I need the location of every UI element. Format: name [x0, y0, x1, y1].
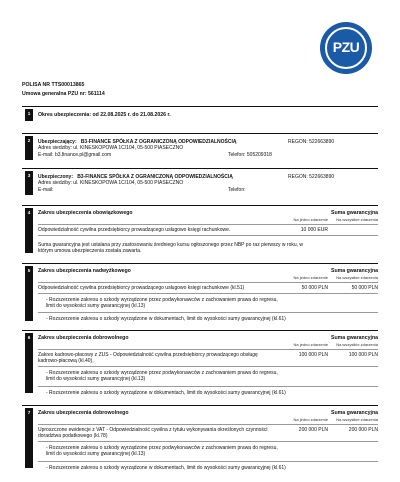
insured-address: Adres siedziby: ul. KINESKOPOWA 1C/104, 05-500 PIASECZNO [38, 180, 184, 187]
section-number: 6 [25, 333, 33, 393]
section-number: 5 [25, 266, 33, 321]
policyholder-regon: REGON: 522663890 [288, 139, 335, 145]
separator [38, 293, 378, 294]
surplus-value-1: 50 000 PLN [301, 284, 328, 291]
logo-text: PZU [332, 39, 360, 56]
insured-regon: REGON: 522663890 [288, 174, 335, 180]
policyholder-label: Ubezpieczający: [38, 139, 77, 145]
payroll-extension-61: - Rozszerzenie zakresu o szkody wyrządzone w dokumentach, limit do wysokości sumy gwarancyjnej (kl.61) [46, 389, 286, 396]
section-number: 1 [25, 109, 33, 121]
surplus-title: Zakres ubezpieczenia nadwyżkowego [38, 268, 131, 274]
surplus-value-2: 50 000 PLN [351, 284, 378, 291]
divider [22, 168, 378, 169]
contract-number: Umowa generalna PZU nr: 561114 [22, 91, 105, 97]
section-number: 3 [25, 171, 33, 195]
separator [38, 224, 378, 225]
vat-value-2: 200 000 PLN [348, 426, 378, 433]
surplus-extension-13: - Rozszerzenie zakresu o szkody wyrządzone przez podwykonawców z zachowaniem prawa do regresu, limit do wysokości sumy gwarancyjnej (kl.13) [46, 296, 278, 309]
divider [22, 405, 378, 406]
divider [22, 133, 378, 134]
policyholder-email: E-mail: b3.finance.pl@gmail.com [38, 151, 112, 158]
mandatory-title: Zakres ubezpieczenia obowiązkowego [38, 210, 133, 216]
separator [38, 424, 378, 425]
section-surplus [38, 268, 378, 323]
divider [22, 263, 378, 264]
vat-extension-61: - Rozszerzenie zakresu o szkody wyrządzone w dokumentach, limit do wysokości sumy gwarancyjnej (kl.61) [46, 464, 286, 471]
divider [22, 106, 378, 107]
mandatory-item: Odpowiedzialność cywilna przedsiębiorcy prowadzącego usługowo księgi rachunkowe. [38, 226, 231, 233]
separator [38, 386, 378, 387]
pzu-logo [320, 22, 372, 74]
col-all-events: Na wszystkie zdarzenia [336, 274, 378, 280]
voluntary-title: Zakres ubezpieczenia dobrowolnego [38, 335, 129, 341]
policyholder-name: B3-FINANCE SPÓŁKA Z OGRANICZONĄ ODPOWIEDZIALNOŚCIĄ [80, 139, 237, 145]
payroll-extension-13: - Rozszerzenie zakresu o szkody wyrządzone przez podwykonawców z zachowaniem prawa do regresu, limit do wysokości sumy gwarancyjnej (kl.13) [46, 370, 278, 383]
sum-title: Suma gwarancyjna [331, 268, 378, 274]
payroll-value-2: 100 000 PLN [348, 351, 378, 358]
section-mandatory [38, 210, 378, 254]
voluntary-title: Zakres ubezpieczenia dobrowolnego [38, 410, 129, 416]
section-insured [38, 174, 378, 193]
col-all-events: Na wszystkie zdarzenia [336, 416, 378, 422]
vat-item: Uproszczone ewidencje z VAT - Odpowiedzialność cywilna z tytułu wykonywania określonych czynności doradztwa podatkowego (kl.78) [38, 426, 268, 439]
section-voluntary-vat [38, 410, 378, 471]
separator [38, 366, 378, 367]
section-number: 7 [25, 408, 33, 468]
insurance-period: Okres ubezpieczenia: od 22.08.2025 r. do 21.08.2026 r. [38, 112, 171, 118]
col-all-events: Na wszystkie zdarzenia [336, 341, 378, 347]
separator [38, 235, 378, 236]
separator [38, 349, 378, 350]
insured-label: Ubezpieczony: [38, 174, 74, 180]
surplus-extension-61: - Rozszerzenie zakresu o szkody wyrządzone w dokumentach, limit do wysokości sumy gwarancyjnej (kl.61) [46, 316, 286, 323]
separator [38, 282, 378, 283]
col-per-event: Na jedno zdarzenie [293, 341, 328, 347]
sum-title: Suma gwarancyjna [331, 335, 378, 341]
section-policyholder [38, 139, 378, 158]
col-all-events: Na wszystkie zdarzenia [336, 216, 378, 222]
mandatory-value: 10 000 EUR [300, 226, 328, 233]
insured-email: E-mail: [38, 186, 54, 193]
separator [38, 441, 378, 442]
divider [22, 330, 378, 331]
col-per-event: Na jedno zdarzenie [293, 274, 328, 280]
policyholder-phone: Telefon: 505209318 [228, 151, 272, 158]
separator [38, 312, 378, 313]
section-number: 2 [25, 136, 33, 160]
section-period [38, 112, 378, 119]
insured-phone: Telefon: [228, 186, 246, 193]
payroll-item: Zakres kadrowo-płacowy z ZUS - Odpowiedzialność cywilna przedsiębiorcy prowadzącego obsługę kadrowo-płacową (kl.40), [38, 351, 258, 364]
divider [22, 205, 378, 206]
payroll-value-1: 100 000 PLN [298, 351, 328, 358]
section-number: 4 [25, 208, 33, 253]
vat-extension-13: - Rozszerzenie zakresu o szkody wyrządzone przez podwykonawców z zachowaniem prawa do regresu, limit do wysokości sumy gwarancyjnej (kl.13) [46, 445, 278, 458]
policyholder-address: Adres siedziby: ul. KINESKOPOWA 1C/104, 05-500 PIASECZNO [38, 145, 184, 152]
surplus-item: Odpowiedzialność cywilna przedsiębiorcy prowadzącego usługowo księgi rachunkowe (kl.51) [38, 284, 245, 291]
vat-value-1: 200 000 PLN [298, 426, 328, 433]
sum-title: Suma gwarancyjna [331, 210, 378, 216]
section-voluntary-payroll [38, 335, 378, 396]
policy-number: POLISA NR TTS00013865 [22, 82, 85, 88]
col-per-event: Na jedno zdarzenie [293, 416, 328, 422]
sum-title: Suma gwarancyjna [331, 410, 378, 416]
mandatory-note: Suma gwarancyjna jest ustalana przy zastosowaniu średniego kursu ogłoszonego przez NBP po raz pierwszy w roku, w którym umowa ubezpieczenia została zawarta. [38, 241, 304, 254]
separator [38, 461, 378, 462]
col-per-event: Na jedno zdarzenie [293, 216, 328, 222]
insured-name: B3-FINANCE SPÓŁKA Z OGRANICZONĄ ODPOWIEDZIALNOŚCIĄ [77, 174, 233, 180]
